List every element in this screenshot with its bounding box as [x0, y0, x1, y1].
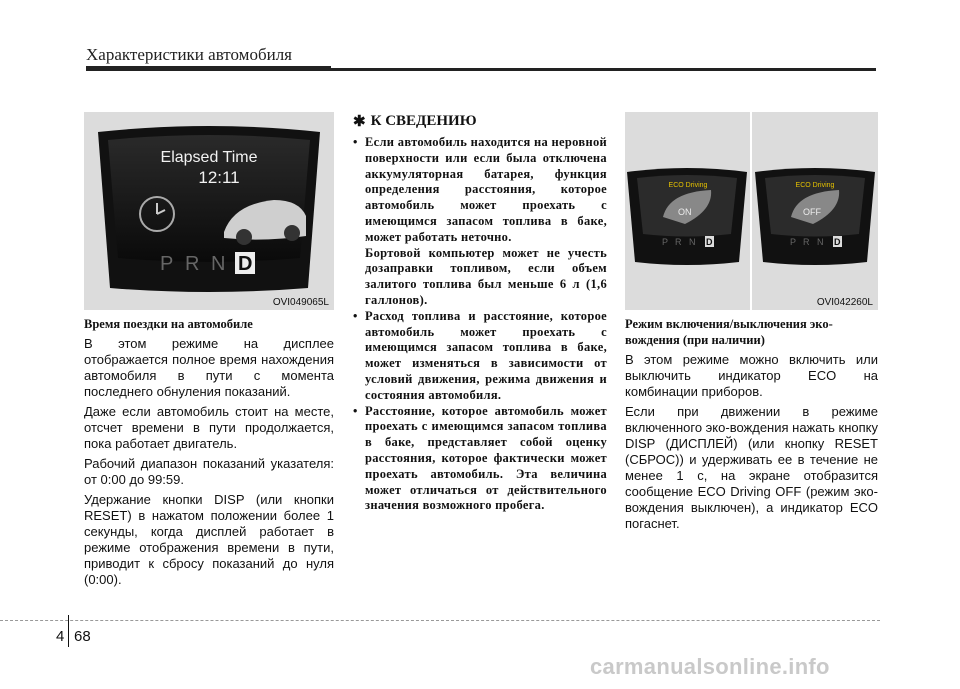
header-rule-accent	[86, 66, 331, 70]
footer-separator	[68, 615, 69, 647]
note-item	[353, 309, 607, 404]
note-title: К СВЕДЕНИЮ	[370, 113, 477, 129]
elapsed-time-figure	[84, 112, 334, 310]
paragraph: Даже если автомобиль стоит на месте, отсчет времени в пути продолжается, пока работает двигатель.	[84, 404, 334, 451]
note-list	[353, 135, 607, 514]
eco-off-label: OFF	[803, 207, 821, 217]
left-column	[84, 112, 334, 588]
eco-on-label: ON	[678, 207, 692, 217]
display-title: Elapsed Time	[160, 149, 258, 166]
note-heading	[353, 112, 607, 131]
svg-text:N: N	[817, 237, 824, 247]
note-item	[353, 404, 607, 515]
paragraph: Рабочий диапазон показаний указателя: от 0:00 до 99:59.	[84, 456, 334, 487]
section-caption: Режим включения/выключения эко-вождения (при наличии)	[625, 317, 833, 347]
note-text: Если автомобиль находится на неровной поверхности или если была отключена аккумуляторная батарея, функция определения расстояния, которое автомобиль может проехать с имеющимся запасом топлива в баке, может работать неточно.	[365, 135, 607, 244]
gear-r: R	[185, 253, 200, 275]
asterisk-icon: ✱	[353, 114, 366, 130]
gear-p: P	[160, 253, 174, 275]
note-text: Расход топлива и расстояние, которое автомобиль может проехать с имеющимся запасом топлива в баке, может изменяться в зависимости от условий движения, режима движения и состояния автомобиля.	[365, 308, 607, 402]
right-column	[625, 112, 878, 532]
watermark: carmanualsonline.info	[590, 654, 830, 679]
paragraph: В этом режиме на дисплее отображается полное время нахождения автомобиля в пути с момента последнего обнуления показаний.	[84, 336, 334, 399]
middle-column	[353, 112, 607, 514]
bullet-icon: •	[353, 135, 358, 149]
cluster-display-illustration	[84, 112, 334, 310]
bullet-icon: •	[353, 308, 358, 323]
figure-code: OVI042260L	[816, 297, 873, 308]
eco-title-off: ECO Driving	[795, 182, 835, 189]
svg-text:P: P	[790, 237, 797, 247]
svg-text:R: R	[803, 237, 810, 247]
svg-text:N: N	[689, 237, 696, 247]
svg-text:D: D	[834, 237, 841, 247]
eco-display-illustration	[625, 112, 878, 310]
page-header-title: Характеристики автомобиля	[86, 45, 292, 64]
gear-d: D	[238, 253, 253, 275]
note-text: Расстояние, которое автомобиль может проехать с имеющимся запасом топлива в баке, представляет собой оценку расстояния, которое фактически может проехать автомобиль. Эта величина может отличаться от действительного значения возможного пробега.	[365, 403, 607, 513]
gear-n: N	[211, 253, 226, 275]
footer-rule	[0, 620, 880, 621]
svg-text:R: R	[675, 237, 682, 247]
eco-title-on: ECO Driving	[668, 182, 708, 189]
paragraph: Если при движении в режиме включенного эко-вождения нажать кнопку DISP (ДИСПЛЕЙ) (или кнопку RESET (СБРОС)) и удерживать ее в течение не менее 1 с, на экране отобразится сообщение ECO Driving OFF (режим эко-вождения выключен), а индикатор ECO погаснет.	[625, 404, 879, 531]
svg-text:D: D	[706, 237, 713, 247]
eco-driving-figure	[625, 112, 878, 310]
display-time: 12:11	[198, 168, 240, 187]
page-number: 68	[74, 628, 91, 645]
svg-text:P: P	[662, 237, 669, 247]
paragraph: В этом режиме можно включить или выключить индикатор ECO на комбинации приборов.	[625, 352, 878, 399]
note-subtext: Бортовой компьютер может не учесть дозаправки топливом, если объем залитого топлива был меньше 6 л (1,6 галлонов).	[365, 245, 607, 307]
figure-code: OVI049065L	[272, 297, 329, 308]
note-item	[353, 135, 607, 309]
section-caption: Время поездки на автомобиле	[84, 317, 253, 331]
paragraph: Удержание кнопки DISP (или кнопки RESET) в нажатом положении более 1 секунды, когда дисплей работает в режиме отображения времени в пути, приводит к сбросу показаний до нуля (0:00).	[84, 492, 334, 587]
chapter-number: 4	[56, 628, 65, 645]
bullet-icon: •	[353, 403, 358, 418]
